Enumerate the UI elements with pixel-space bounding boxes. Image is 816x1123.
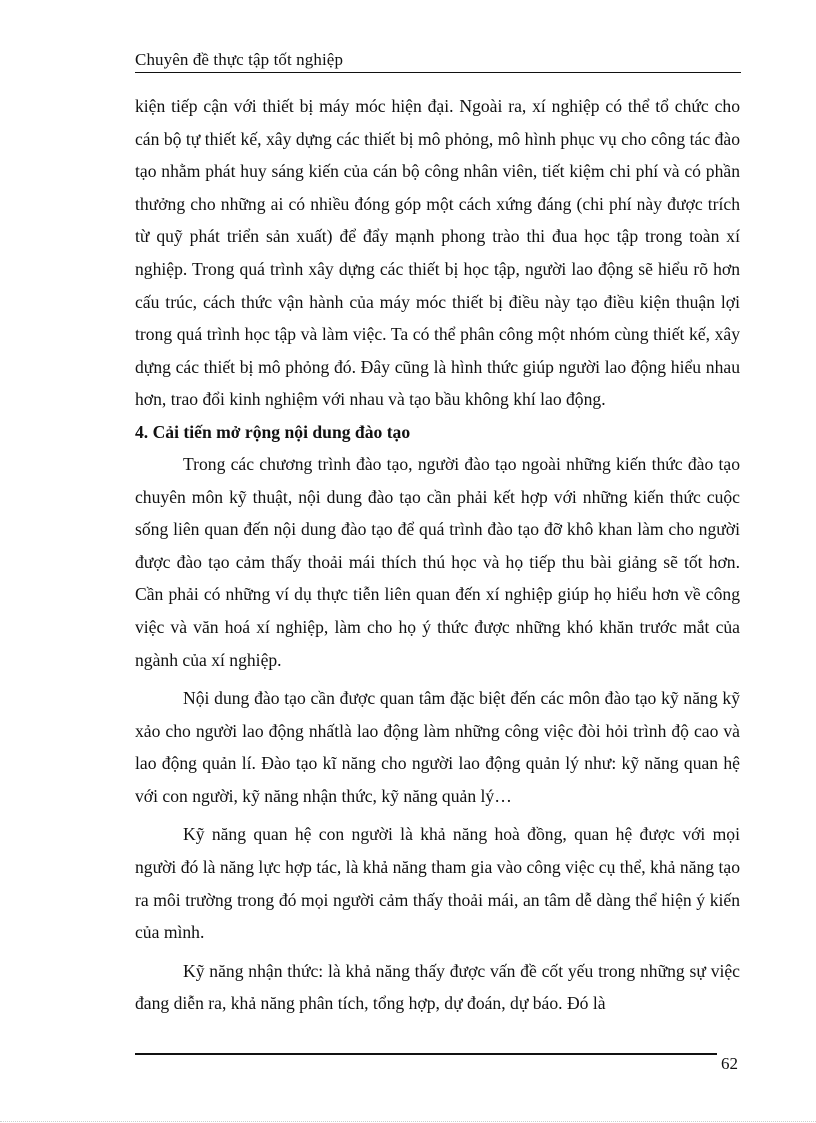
section-heading: 4. Cải tiến mở rộng nội dung đào tạo xyxy=(135,421,411,442)
footer-rule xyxy=(135,1053,717,1055)
page-edge-divider xyxy=(0,1121,816,1122)
body-paragraph: Kỹ năng quan hệ con người là khả năng hoà đồng, quan hệ được với mọi người đó là năng lực hợp tác, là khả năng tham gia vào công việc cụ thể, khả năng tạo ra môi trường trong đó mọi người cảm thấy thoải mái, an tâm dễ dàng thể hiện ý kiến của mình. xyxy=(135,824,740,943)
body-paragraph: kiện tiếp cận với thiết bị máy móc hiện đại. Ngoài ra, xí nghiệp có thể tổ chức cho cán bộ tự thiết kế, xây dựng các thiết bị mô phỏng, mô hình phục vụ cho công tác đào tạo nhằm phát huy sáng kiến của cán bộ công nhân viên, tiết kiệm chi phí và có phần thưởng cho những ai có nhiều đóng góp một cách xứng đáng (chi phí này được trích từ quỹ phát triển sản xuất) để đẩy mạnh phong trào thi đua học tập trong toàn xí nghiệp. Trong quá trình xây dựng các thiết bị học tập, người lao động sẽ hiểu rõ hơn cấu trúc, cách thức vận hành của máy móc thiết bị điều này tạo điều kiện thuận lợi trong quá trình học tập và làm việc. Ta có thể phân công một nhóm cùng thiết kế, xây dựng các thiết bị mô phỏng đó. Đây cũng là hình thức giúp người lao động hiểu nhau hơn, trao đổi kinh nghiệm với nhau và tạo bầu không khí lao động. xyxy=(135,96,740,410)
body-paragraph: Trong các chương trình đào tạo, người đào tạo ngoài những kiến thức đào tạo chuyên môn kỹ thuật, nội dung đào tạo cần phải kết hợp với những kiến thức cuộc sống liên quan đến nội dung đào tạo để quá trình đào tạo đỡ khô khan làm cho người được đào tạo cảm thấy thoải mái thích thú học và họ tiếp thu bài giảng sẽ tốt hơn. Cần phải có những ví dụ thực tiễn liên quan đến xí nghiệp giúp họ hiểu hơn về công việc và văn hoá xí nghiệp, làm cho họ ý thức được những khó khăn trước mắt của ngành của xí nghiệp. xyxy=(135,453,740,670)
page-number: 62 xyxy=(721,1054,738,1073)
document-body xyxy=(135,90,740,1020)
body-paragraph: Kỹ năng nhận thức: là khả năng thấy được vấn đề cốt yếu trong những sự việc đang diễn ra, khả năng phân tích, tổng hợp, dự đoán, dự báo. Đó là xyxy=(135,960,740,1014)
page-header-title: Chuyên đề thực tập tốt nghiệp xyxy=(135,50,344,69)
page-header xyxy=(135,48,741,73)
body-paragraph: Nội dung đào tạo cần được quan tâm đặc biệt đến các môn đào tạo kỹ năng kỹ xảo cho người lao động nhấtlà lao động làm những công việc đòi hỏi trình độ cao và lao động quản lí. Đào tạo kĩ năng cho người lao động quản lý như: kỹ năng quan hệ với con người, kỹ năng nhận thức, kỹ năng quản lý… xyxy=(135,688,740,806)
